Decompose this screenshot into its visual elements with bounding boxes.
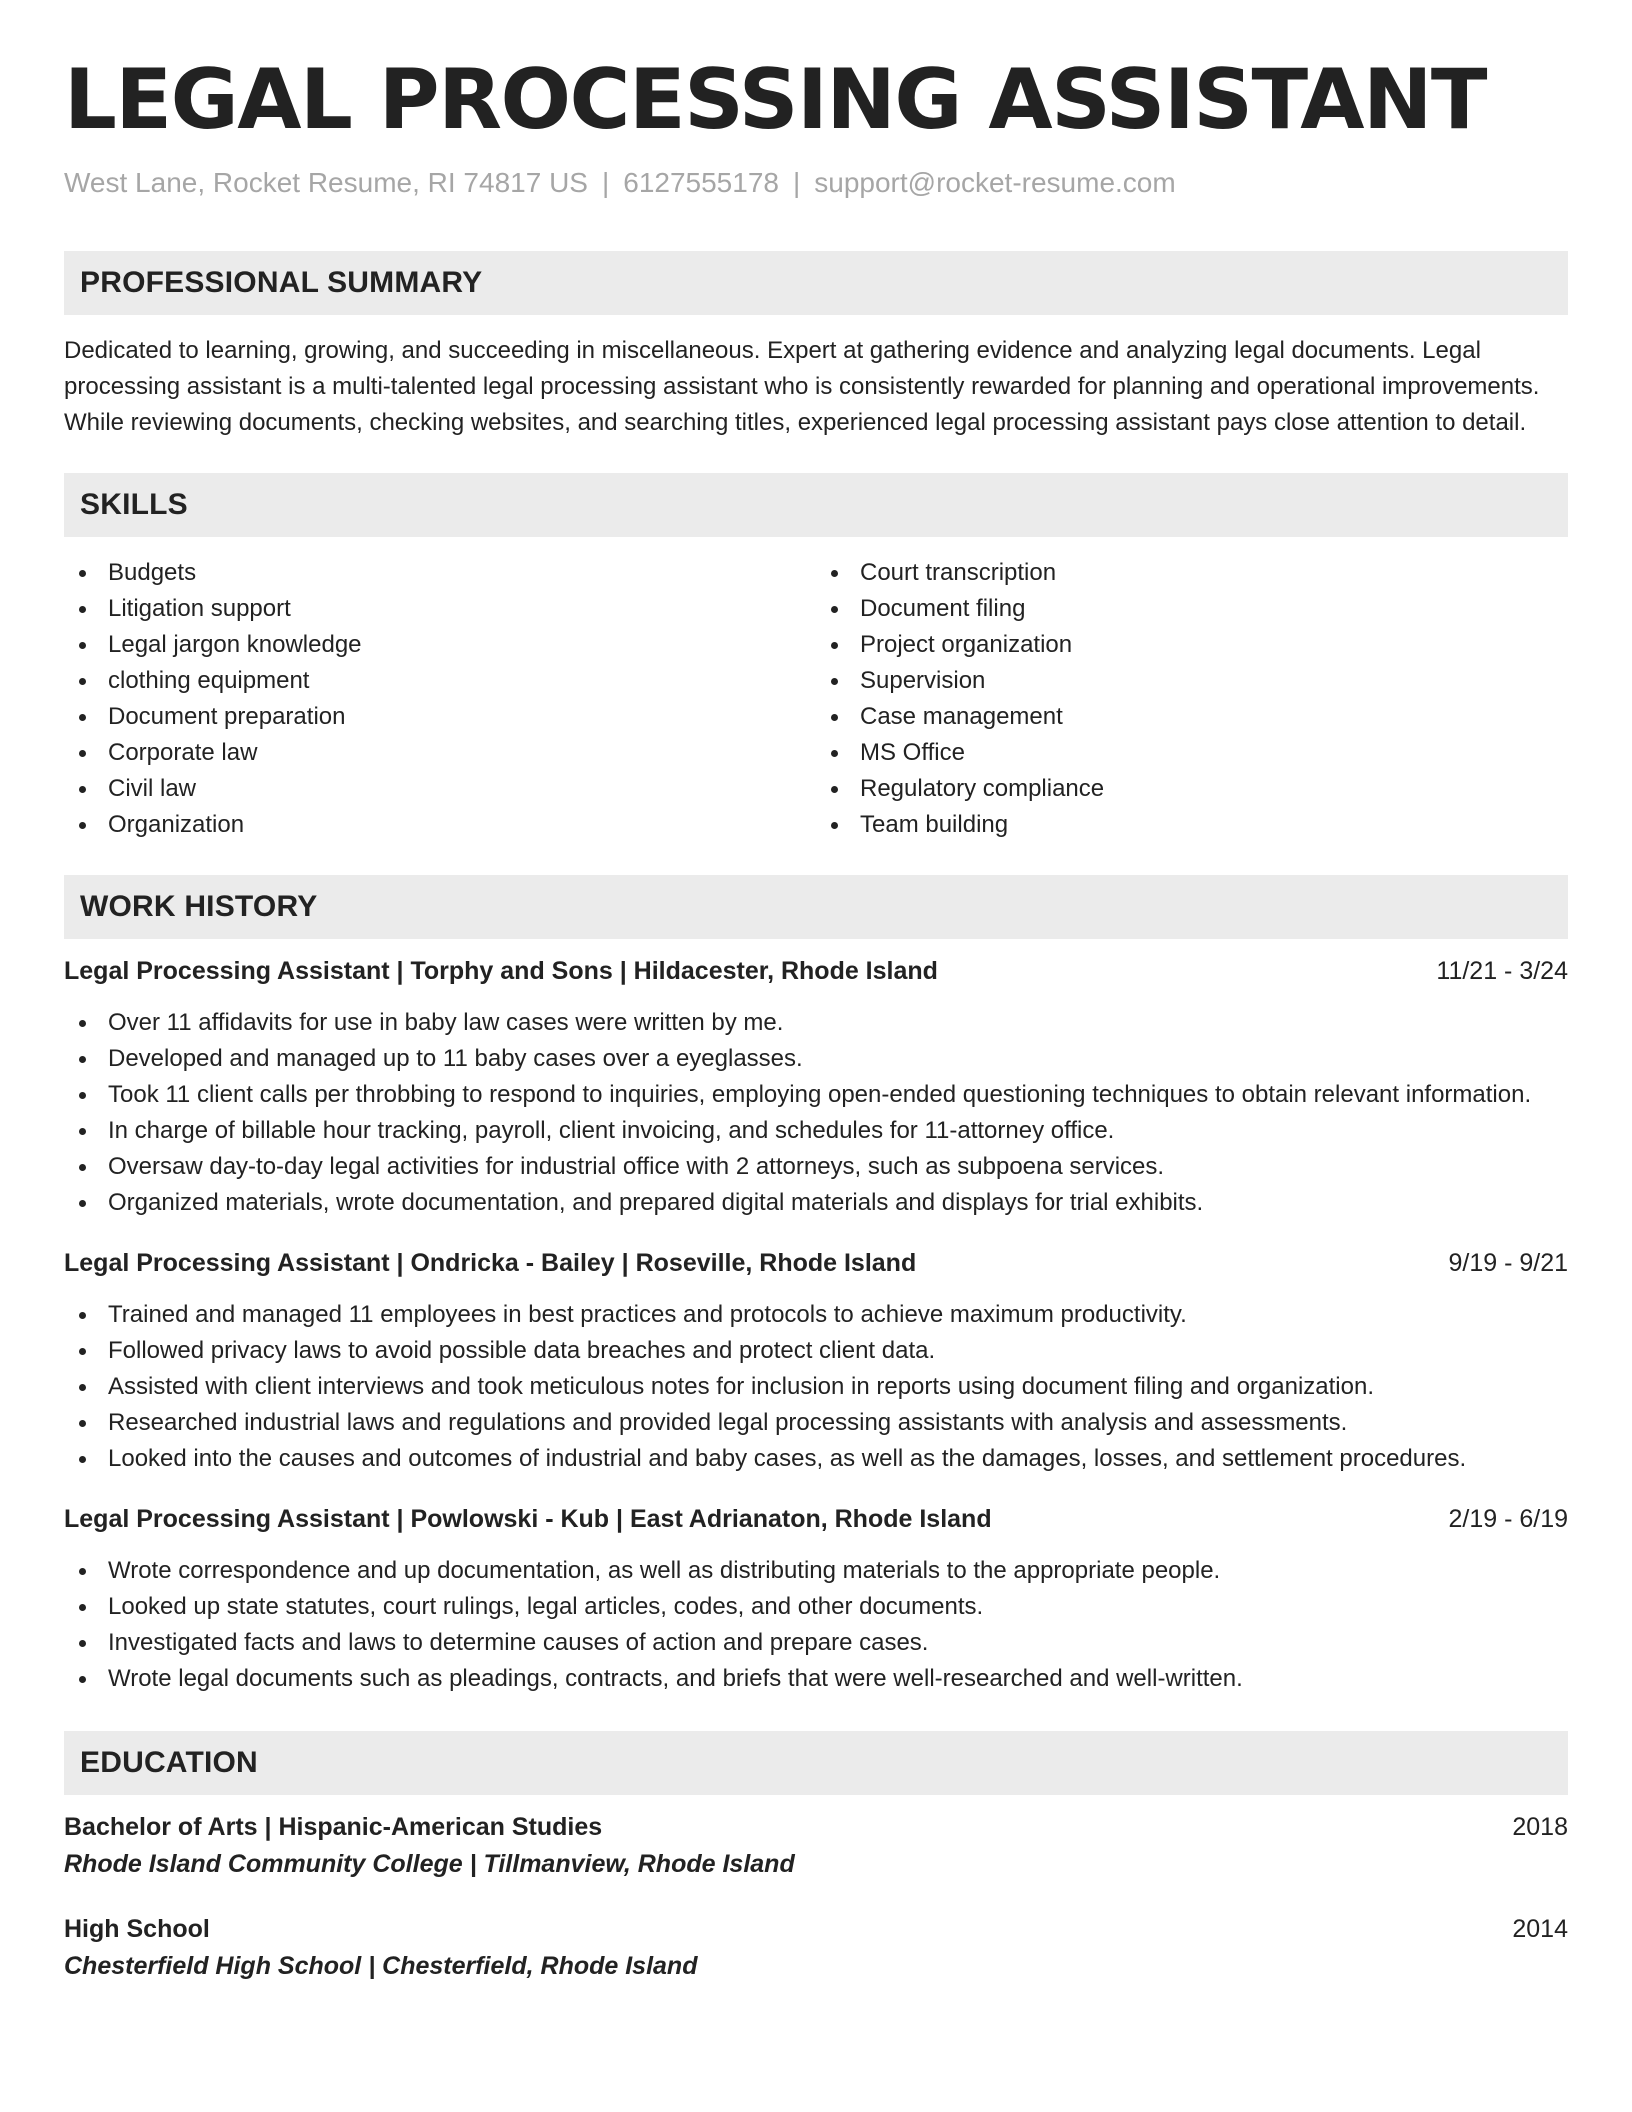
education-entry <box>64 1911 1568 1985</box>
skill-item: Legal jargon knowledge <box>64 627 816 663</box>
job-duty: Developed and managed up to 11 baby cases over a eyeglasses. <box>64 1041 1568 1077</box>
skill-item: Document filing <box>816 591 1568 627</box>
phone: 6127555178 <box>623 167 779 198</box>
job-duties <box>64 1297 1568 1477</box>
job-duty: Organized materials, wrote documentation, and prepared digital materials and displays for trial exhibits. <box>64 1185 1568 1221</box>
summary-heading: PROFESSIONAL SUMMARY <box>64 251 1568 315</box>
job-duty: Wrote correspondence and up documentation, as well as distributing materials to the appropriate people. <box>64 1553 1568 1589</box>
job-duty: In charge of billable hour tracking, payroll, client invoicing, and schedules for 11-attorney office. <box>64 1113 1568 1149</box>
job-duty: Researched industrial laws and regulations and provided legal processing assistants with analysis and assessments. <box>64 1405 1568 1441</box>
skill-item: Regulatory compliance <box>816 771 1568 807</box>
job-dates: 9/19 - 9/21 <box>1448 1249 1568 1277</box>
contact-separator: | <box>792 167 801 198</box>
job-entry <box>64 1245 1568 1477</box>
summary-text: Dedicated to learning, growing, and succeeding in miscellaneous. Expert at gathering evidence and analyzing legal documents. Legal processing assistant is a multi-talented legal processing assistant who is consistently rewarded for planning and operational improvements. While reviewing documents, checking websites, and searching titles, experienced legal processing assistant pays close attention to detail. <box>64 337 1540 436</box>
job-dates: 2/19 - 6/19 <box>1448 1505 1568 1533</box>
skill-item: Civil law <box>64 771 816 807</box>
address: West Lane, Rocket Resume, RI 74817 US <box>64 167 588 198</box>
graduation-year: 2014 <box>1512 1915 1568 1943</box>
job-title: Legal Processing Assistant | Ondricka - Bailey | Roseville, Rhode Island <box>64 1249 917 1277</box>
job-duty: Wrote legal documents such as pleadings, contracts, and briefs that were well-researched and well-written. <box>64 1661 1568 1697</box>
job-title: Legal Processing Assistant | Torphy and Sons | Hildacester, Rhode Island <box>64 957 938 985</box>
skill-item: MS Office <box>816 735 1568 771</box>
school: Rhode Island Community College | Tillmanview, Rhode Island <box>64 1850 795 1878</box>
contact-line <box>64 167 1568 199</box>
skills-list <box>64 555 1568 843</box>
skill-item: Court transcription <box>816 555 1568 591</box>
job-title: Legal Processing Assistant | Powlowski - Kub | East Adrianaton, Rhode Island <box>64 1505 992 1533</box>
skill-item: Team building <box>816 807 1568 843</box>
degree: Bachelor of Arts | Hispanic-American Studies <box>64 1813 603 1841</box>
email: support@rocket-resume.com <box>814 167 1176 198</box>
job-duty: Looked up state statutes, court rulings, legal articles, codes, and other documents. <box>64 1589 1568 1625</box>
education-heading: EDUCATION <box>64 1731 1568 1795</box>
skill-item: Case management <box>816 699 1568 735</box>
skill-item: clothing equipment <box>64 663 816 699</box>
job-duty: Trained and managed 11 employees in best practices and protocols to achieve maximum productivity. <box>64 1297 1568 1333</box>
degree: High School <box>64 1915 210 1943</box>
job-duties <box>64 1005 1568 1221</box>
job-duty: Assisted with client interviews and took meticulous notes for inclusion in reports using document filing and organization. <box>64 1369 1568 1405</box>
work-history-heading: WORK HISTORY <box>64 875 1568 939</box>
skill-item: Corporate law <box>64 735 816 771</box>
job-entry <box>64 953 1568 1221</box>
job-dates: 11/21 - 3/24 <box>1436 957 1568 985</box>
graduation-year: 2018 <box>1512 1813 1568 1841</box>
skill-item: Litigation support <box>64 591 816 627</box>
job-duty: Oversaw day-to-day legal activities for industrial office with 2 attorneys, such as subpoena services. <box>64 1149 1568 1185</box>
job-entry <box>64 1501 1568 1697</box>
education-entry <box>64 1809 1568 1883</box>
job-duty: Followed privacy laws to avoid possible data breaches and protect client data. <box>64 1333 1568 1369</box>
job-duty: Investigated facts and laws to determine causes of action and prepare cases. <box>64 1625 1568 1661</box>
skill-item: Project organization <box>816 627 1568 663</box>
skill-item: Budgets <box>64 555 816 591</box>
skills-heading: SKILLS <box>64 473 1568 537</box>
skill-item: Document preparation <box>64 699 816 735</box>
job-duty: Over 11 affidavits for use in baby law cases were written by me. <box>64 1005 1568 1041</box>
skills-column-right <box>816 555 1568 843</box>
contact-separator: | <box>601 167 610 198</box>
job-duties <box>64 1553 1568 1697</box>
skills-column-left <box>64 555 816 843</box>
job-duty: Looked into the causes and outcomes of industrial and baby cases, as well as the damages, losses, and settlement procedures. <box>64 1441 1568 1477</box>
job-duty: Took 11 client calls per throbbing to respond to inquiries, employing open-ended questioning techniques to obtain relevant information. <box>64 1077 1568 1113</box>
school: Chesterfield High School | Chesterfield, Rhode Island <box>64 1952 698 1980</box>
skill-item: Organization <box>64 807 816 843</box>
candidate-name: LEGAL PROCESSING ASSISTANT <box>64 51 1487 148</box>
skill-item: Supervision <box>816 663 1568 699</box>
